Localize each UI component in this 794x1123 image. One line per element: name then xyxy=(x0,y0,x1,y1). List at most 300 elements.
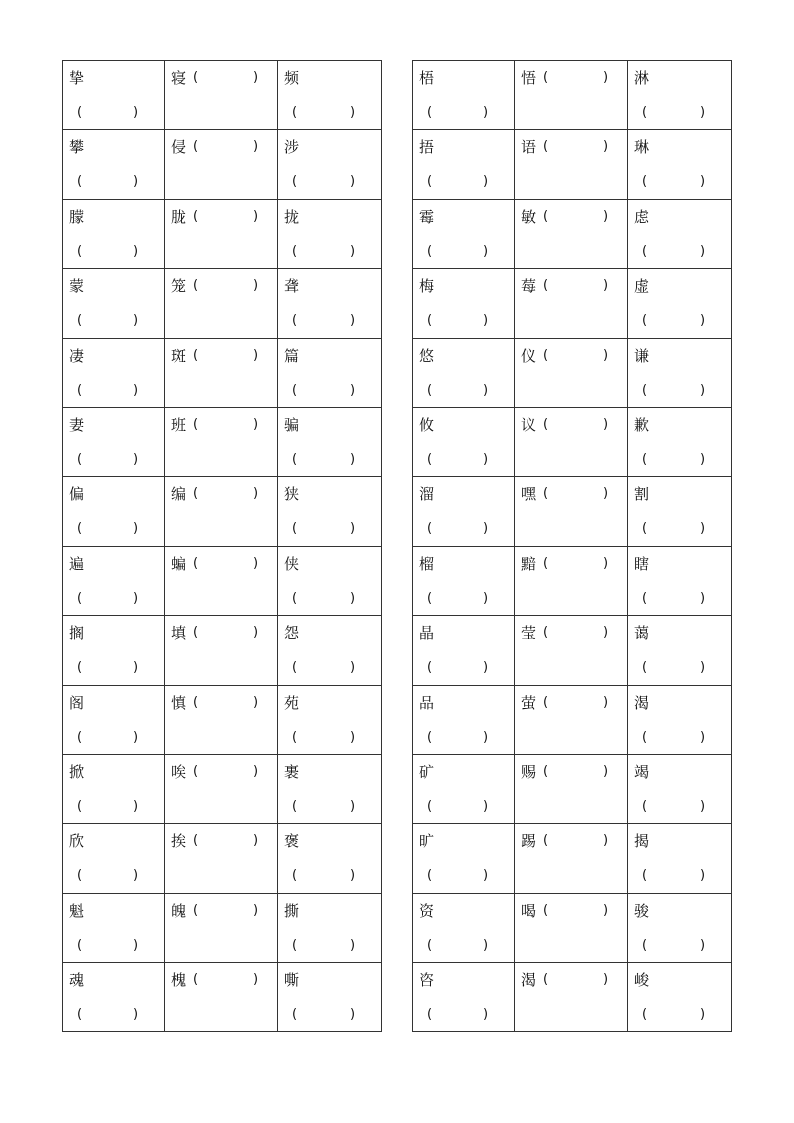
table-row xyxy=(63,546,382,615)
answer-blank-close-paren[interactable]: ) xyxy=(603,416,609,432)
answer-blank-open-paren[interactable]: ( xyxy=(427,105,433,120)
answer-blank-close-paren[interactable]: ) xyxy=(350,382,356,398)
answer-blank-close-paren[interactable]: ) xyxy=(483,937,489,953)
word-cell xyxy=(63,616,165,685)
word-cell xyxy=(515,61,628,130)
word-cell xyxy=(63,546,165,615)
word-cell xyxy=(628,61,732,130)
word-cell xyxy=(278,199,382,268)
character-label: 资 xyxy=(419,901,435,920)
answer-blank-close-paren[interactable]: ) xyxy=(133,660,139,676)
answer-blank-open-paren[interactable]: ( xyxy=(292,382,298,398)
answer-blank-close-paren[interactable]: ) xyxy=(603,278,609,294)
answer-blank-close-paren[interactable]: ) xyxy=(253,416,259,432)
answer-blank-close-paren[interactable]: ) xyxy=(253,902,259,918)
answer-blank-open-paren[interactable]: ( xyxy=(427,798,433,814)
answer-blank-open-paren[interactable]: ( xyxy=(427,660,433,676)
table-row xyxy=(63,269,382,338)
answer-blank-open-paren[interactable]: ( xyxy=(543,278,549,294)
answer-blank-close-paren[interactable]: ) xyxy=(350,1007,356,1023)
answer-blank-close-paren[interactable]: ) xyxy=(603,139,609,155)
answer-blank-close-paren[interactable]: ) xyxy=(700,590,706,606)
word-cell xyxy=(63,824,165,893)
answer-blank-open-paren[interactable]: ( xyxy=(77,451,83,467)
answer-blank-open-paren[interactable]: ( xyxy=(427,1007,433,1023)
word-cell xyxy=(278,893,382,962)
answer-blank-open-paren[interactable]: ( xyxy=(77,729,83,745)
answer-blank-open-paren[interactable]: ( xyxy=(642,660,648,676)
answer-blank-close-paren[interactable]: ) xyxy=(483,660,489,676)
answer-blank-close-paren[interactable]: ) xyxy=(700,451,706,467)
character-label: 淋 xyxy=(634,69,650,87)
answer-blank-open-paren[interactable]: ( xyxy=(427,729,433,745)
answer-blank-open-paren[interactable]: ( xyxy=(193,416,199,432)
answer-blank-close-paren[interactable]: ) xyxy=(253,763,259,779)
answer-blank-close-paren[interactable]: ) xyxy=(603,555,609,571)
answer-blank-close-paren[interactable]: ) xyxy=(603,694,609,710)
word-cell xyxy=(515,824,628,893)
answer-blank-open-paren[interactable]: ( xyxy=(292,1007,298,1023)
table-row xyxy=(413,824,732,893)
word-cell xyxy=(413,269,515,338)
character-label: 攸 xyxy=(419,415,435,434)
answer-blank-close-paren[interactable]: ) xyxy=(133,451,139,467)
character-label: 编 xyxy=(171,485,187,504)
character-label: 裹 xyxy=(284,762,300,781)
word-cell xyxy=(165,754,278,823)
answer-blank-open-paren[interactable]: ( xyxy=(193,555,199,571)
answer-blank-close-paren[interactable]: ) xyxy=(133,174,139,190)
character-label: 聋 xyxy=(284,277,300,296)
answer-blank-close-paren[interactable]: ) xyxy=(483,729,489,745)
answer-blank-close-paren[interactable]: ) xyxy=(253,208,259,224)
answer-blank-open-paren[interactable]: ( xyxy=(292,798,298,814)
word-cell xyxy=(165,130,278,199)
answer-blank-close-paren[interactable]: ) xyxy=(350,521,356,537)
answer-blank-open-paren[interactable]: ( xyxy=(642,174,648,190)
word-cell xyxy=(628,477,732,546)
answer-blank-close-paren[interactable]: ) xyxy=(700,660,706,676)
answer-blank-close-paren[interactable]: ) xyxy=(700,937,706,953)
word-cell xyxy=(628,963,732,1032)
answer-blank-close-paren[interactable]: ) xyxy=(483,382,489,398)
answer-blank-close-paren[interactable]: ) xyxy=(350,313,356,329)
answer-blank-open-paren[interactable]: ( xyxy=(77,521,83,537)
word-cell xyxy=(63,963,165,1032)
answer-blank-close-paren[interactable]: ) xyxy=(483,451,489,467)
answer-blank-close-paren[interactable]: ) xyxy=(603,347,609,363)
answer-blank-open-paren[interactable]: ( xyxy=(543,902,549,918)
character-label: 矿 xyxy=(419,762,435,781)
answer-blank-open-paren[interactable]: ( xyxy=(193,486,199,502)
answer-blank-open-paren[interactable]: ( xyxy=(292,521,298,537)
answer-blank-close-paren[interactable]: ) xyxy=(133,313,139,329)
answer-blank-open-paren[interactable]: ( xyxy=(77,590,83,606)
word-cell xyxy=(165,546,278,615)
answer-blank-close-paren[interactable]: ) xyxy=(350,451,356,467)
character-label: 琳 xyxy=(634,138,650,157)
answer-blank-open-paren[interactable]: ( xyxy=(193,278,199,294)
word-cell xyxy=(278,616,382,685)
character-label: 褒 xyxy=(284,832,300,851)
character-label: 旷 xyxy=(419,832,435,851)
answer-blank-close-paren[interactable]: ) xyxy=(133,382,139,398)
character-label: 魁 xyxy=(69,901,85,920)
word-cell xyxy=(413,130,515,199)
word-cell xyxy=(63,130,165,199)
word-cell xyxy=(515,546,628,615)
character-label: 莹 xyxy=(521,624,537,643)
word-cell xyxy=(515,407,628,476)
answer-blank-open-paren[interactable]: ( xyxy=(642,1007,648,1023)
answer-blank-close-paren[interactable]: ) xyxy=(603,70,609,85)
answer-blank-open-paren[interactable]: ( xyxy=(642,313,648,329)
word-cell xyxy=(63,893,165,962)
answer-blank-close-paren[interactable]: ) xyxy=(350,660,356,676)
answer-blank-open-paren[interactable]: ( xyxy=(642,521,648,537)
answer-blank-close-paren[interactable]: ) xyxy=(483,105,489,120)
table-row xyxy=(63,477,382,546)
answer-blank-open-paren[interactable]: ( xyxy=(193,139,199,155)
answer-blank-open-paren[interactable]: ( xyxy=(77,174,83,190)
answer-blank-close-paren[interactable]: ) xyxy=(700,105,706,120)
table-row xyxy=(413,754,732,823)
answer-blank-close-paren[interactable]: ) xyxy=(253,972,259,988)
answer-blank-open-paren[interactable]: ( xyxy=(543,416,549,432)
answer-blank-open-paren[interactable]: ( xyxy=(543,833,549,849)
word-cell xyxy=(413,407,515,476)
word-cell xyxy=(63,685,165,754)
answer-blank-open-paren[interactable]: ( xyxy=(77,313,83,329)
word-cell xyxy=(413,61,515,130)
answer-blank-close-paren[interactable]: ) xyxy=(133,521,139,537)
word-cell xyxy=(165,616,278,685)
answer-blank-close-paren[interactable]: ) xyxy=(350,590,356,606)
answer-blank-close-paren[interactable]: ) xyxy=(350,243,356,259)
answer-blank-close-paren[interactable]: ) xyxy=(700,729,706,745)
answer-blank-open-paren[interactable]: ( xyxy=(427,590,433,606)
table-row xyxy=(413,685,732,754)
answer-blank-close-paren[interactable]: ) xyxy=(253,625,259,641)
answer-blank-open-paren[interactable]: ( xyxy=(292,729,298,745)
word-cell xyxy=(63,754,165,823)
character-label: 篇 xyxy=(284,346,300,365)
answer-blank-close-paren[interactable]: ) xyxy=(483,868,489,884)
answer-blank-close-paren[interactable]: ) xyxy=(700,243,706,259)
character-label: 朦 xyxy=(69,207,85,226)
left-worksheet-table xyxy=(62,60,382,1032)
answer-blank-close-paren[interactable]: ) xyxy=(350,105,356,120)
character-label: 笼 xyxy=(171,277,187,296)
character-label: 晶 xyxy=(419,624,435,643)
answer-blank-open-paren[interactable]: ( xyxy=(642,937,648,953)
table-row xyxy=(63,61,382,130)
character-label: 阁 xyxy=(69,693,85,712)
character-label: 欣 xyxy=(69,832,85,851)
table-row xyxy=(63,893,382,962)
word-cell xyxy=(413,893,515,962)
word-cell xyxy=(278,269,382,338)
answer-blank-close-paren[interactable]: ) xyxy=(350,174,356,190)
answer-blank-open-paren[interactable]: ( xyxy=(427,451,433,467)
word-cell xyxy=(628,546,732,615)
word-cell xyxy=(628,685,732,754)
word-cell xyxy=(628,824,732,893)
character-label: 赐 xyxy=(521,762,537,781)
answer-blank-open-paren[interactable]: ( xyxy=(77,105,83,120)
answer-blank-open-paren[interactable]: ( xyxy=(292,243,298,259)
answer-blank-open-paren[interactable]: ( xyxy=(543,625,549,641)
answer-blank-close-paren[interactable]: ) xyxy=(483,313,489,329)
answer-blank-open-paren[interactable]: ( xyxy=(543,555,549,571)
answer-blank-open-paren[interactable]: ( xyxy=(427,382,433,398)
character-label: 黯 xyxy=(521,554,537,573)
answer-blank-open-paren[interactable]: ( xyxy=(427,313,433,329)
word-cell xyxy=(278,685,382,754)
word-cell xyxy=(278,546,382,615)
word-cell xyxy=(515,893,628,962)
answer-blank-close-paren[interactable]: ) xyxy=(253,486,259,502)
table-row xyxy=(413,269,732,338)
answer-blank-open-paren[interactable]: ( xyxy=(193,694,199,710)
character-label: 苑 xyxy=(284,693,300,712)
answer-blank-close-paren[interactable]: ) xyxy=(133,590,139,606)
answer-blank-open-paren[interactable]: ( xyxy=(292,313,298,329)
answer-blank-close-paren[interactable]: ) xyxy=(700,868,706,884)
answer-blank-open-paren[interactable]: ( xyxy=(427,937,433,953)
answer-blank-open-paren[interactable]: ( xyxy=(193,70,199,85)
answer-blank-open-paren[interactable]: ( xyxy=(427,174,433,190)
answer-blank-open-paren[interactable]: ( xyxy=(543,139,549,155)
answer-blank-open-paren[interactable]: ( xyxy=(292,868,298,884)
answer-blank-open-paren[interactable]: ( xyxy=(292,590,298,606)
answer-blank-open-paren[interactable]: ( xyxy=(193,902,199,918)
answer-blank-open-paren[interactable]: ( xyxy=(642,243,648,259)
answer-blank-close-paren[interactable]: ) xyxy=(483,798,489,814)
answer-blank-open-paren[interactable]: ( xyxy=(193,208,199,224)
word-cell xyxy=(515,130,628,199)
character-label: 撕 xyxy=(284,901,300,920)
character-label: 嘶 xyxy=(284,971,300,990)
character-label: 魂 xyxy=(69,971,85,990)
answer-blank-close-paren[interactable]: ) xyxy=(700,313,706,329)
character-label: 填 xyxy=(171,624,187,643)
word-cell xyxy=(413,616,515,685)
answer-blank-close-paren[interactable]: ) xyxy=(350,729,356,745)
character-label: 慎 xyxy=(171,693,187,712)
character-label: 侠 xyxy=(284,554,300,573)
answer-blank-close-paren[interactable]: ) xyxy=(603,625,609,641)
answer-blank-open-paren[interactable]: ( xyxy=(427,243,433,259)
character-label: 攀 xyxy=(69,138,85,157)
word-cell xyxy=(165,963,278,1032)
character-label: 魄 xyxy=(171,901,187,920)
answer-blank-open-paren[interactable]: ( xyxy=(77,937,83,953)
answer-blank-close-paren[interactable]: ) xyxy=(603,902,609,918)
answer-blank-close-paren[interactable]: ) xyxy=(603,833,609,849)
answer-blank-open-paren[interactable]: ( xyxy=(642,868,648,884)
answer-blank-close-paren[interactable]: ) xyxy=(700,798,706,814)
answer-blank-open-paren[interactable]: ( xyxy=(292,105,298,120)
answer-blank-close-paren[interactable]: ) xyxy=(133,243,139,259)
answer-blank-close-paren[interactable]: ) xyxy=(350,798,356,814)
answer-blank-open-paren[interactable]: ( xyxy=(543,70,549,85)
answer-blank-close-paren[interactable]: ) xyxy=(253,278,259,294)
character-label: 榴 xyxy=(419,554,435,573)
word-cell xyxy=(165,685,278,754)
word-cell xyxy=(165,477,278,546)
character-label: 喝 xyxy=(521,901,537,920)
word-cell xyxy=(515,199,628,268)
answer-blank-open-paren[interactable]: ( xyxy=(292,937,298,953)
answer-blank-open-paren[interactable]: ( xyxy=(77,660,83,676)
word-cell xyxy=(628,130,732,199)
table-row xyxy=(413,407,732,476)
answer-blank-close-paren[interactable]: ) xyxy=(253,139,259,155)
answer-blank-open-paren[interactable]: ( xyxy=(642,798,648,814)
character-label: 斑 xyxy=(171,346,187,365)
word-cell xyxy=(413,199,515,268)
answer-blank-close-paren[interactable]: ) xyxy=(253,347,259,363)
answer-blank-open-paren[interactable]: ( xyxy=(193,763,199,779)
character-label: 拢 xyxy=(284,207,300,226)
character-label: 频 xyxy=(284,69,300,87)
answer-blank-close-paren[interactable]: ) xyxy=(483,521,489,537)
table-row xyxy=(63,616,382,685)
answer-blank-open-paren[interactable]: ( xyxy=(642,105,648,120)
table-row xyxy=(413,130,732,199)
answer-blank-close-paren[interactable]: ) xyxy=(603,972,609,988)
answer-blank-close-paren[interactable]: ) xyxy=(603,208,609,224)
answer-blank-open-paren[interactable]: ( xyxy=(427,868,433,884)
character-label: 竭 xyxy=(634,762,650,781)
character-label: 偏 xyxy=(69,485,85,504)
answer-blank-open-paren[interactable]: ( xyxy=(543,208,549,224)
answer-blank-close-paren[interactable]: ) xyxy=(603,486,609,502)
answer-blank-close-paren[interactable]: ) xyxy=(350,868,356,884)
answer-blank-open-paren[interactable]: ( xyxy=(193,833,199,849)
word-cell xyxy=(413,754,515,823)
character-label: 蔼 xyxy=(634,624,650,643)
character-label: 悠 xyxy=(419,346,435,365)
answer-blank-open-paren[interactable]: ( xyxy=(543,486,549,502)
answer-blank-open-paren[interactable]: ( xyxy=(427,521,433,537)
answer-blank-open-paren[interactable]: ( xyxy=(543,763,549,779)
answer-blank-open-paren[interactable]: ( xyxy=(543,694,549,710)
answer-blank-close-paren[interactable]: ) xyxy=(603,763,609,779)
answer-blank-open-paren[interactable]: ( xyxy=(642,451,648,467)
character-label: 妻 xyxy=(69,415,85,434)
character-label: 语 xyxy=(521,138,537,157)
answer-blank-close-paren[interactable]: ) xyxy=(700,174,706,190)
character-label: 侵 xyxy=(171,138,187,157)
word-cell xyxy=(278,963,382,1032)
answer-blank-close-paren[interactable]: ) xyxy=(133,798,139,814)
word-cell xyxy=(413,824,515,893)
word-cell xyxy=(413,546,515,615)
character-label: 虑 xyxy=(634,207,650,226)
character-label: 敏 xyxy=(521,207,537,226)
answer-blank-close-paren[interactable]: ) xyxy=(483,590,489,606)
character-label: 寝 xyxy=(171,69,187,87)
answer-blank-close-paren[interactable]: ) xyxy=(133,868,139,884)
table-row xyxy=(63,824,382,893)
answer-blank-close-paren[interactable]: ) xyxy=(350,937,356,953)
answer-blank-close-paren[interactable]: ) xyxy=(133,729,139,745)
answer-blank-open-paren[interactable]: ( xyxy=(642,590,648,606)
right-table-body xyxy=(413,61,732,1032)
character-label: 嘿 xyxy=(521,485,537,504)
character-label: 怨 xyxy=(284,624,300,643)
word-cell xyxy=(165,407,278,476)
answer-blank-open-paren[interactable]: ( xyxy=(292,174,298,190)
answer-blank-close-paren[interactable]: ) xyxy=(133,937,139,953)
answer-blank-close-paren[interactable]: ) xyxy=(700,1007,706,1023)
word-cell xyxy=(515,616,628,685)
table-row xyxy=(413,893,732,962)
answer-blank-close-paren[interactable]: ) xyxy=(253,555,259,571)
answer-blank-open-paren[interactable]: ( xyxy=(543,347,549,363)
answer-blank-close-paren[interactable]: ) xyxy=(253,70,259,85)
word-cell xyxy=(515,477,628,546)
answer-blank-open-paren[interactable]: ( xyxy=(543,972,549,988)
character-label: 虚 xyxy=(634,277,650,296)
character-label: 骏 xyxy=(634,901,650,920)
word-cell xyxy=(413,685,515,754)
answer-blank-close-paren[interactable]: ) xyxy=(483,174,489,190)
word-cell xyxy=(165,893,278,962)
answer-blank-open-paren[interactable]: ( xyxy=(292,451,298,467)
answer-blank-close-paren[interactable]: ) xyxy=(483,243,489,259)
answer-blank-open-paren[interactable]: ( xyxy=(77,382,83,398)
answer-blank-open-paren[interactable]: ( xyxy=(193,347,199,363)
word-cell xyxy=(63,407,165,476)
character-label: 蝙 xyxy=(171,554,187,573)
answer-blank-open-paren[interactable]: ( xyxy=(77,243,83,259)
table-row xyxy=(413,963,732,1032)
character-label: 凄 xyxy=(69,346,85,365)
answer-blank-close-paren[interactable]: ) xyxy=(133,1007,139,1023)
character-label: 涉 xyxy=(284,138,300,157)
answer-blank-open-paren[interactable]: ( xyxy=(642,382,648,398)
answer-blank-open-paren[interactable]: ( xyxy=(193,625,199,641)
character-label: 峻 xyxy=(634,971,650,990)
answer-blank-close-paren[interactable]: ) xyxy=(700,521,706,537)
answer-blank-open-paren[interactable]: ( xyxy=(77,798,83,814)
answer-blank-open-paren[interactable]: ( xyxy=(193,972,199,988)
answer-blank-open-paren[interactable]: ( xyxy=(77,868,83,884)
word-cell xyxy=(278,477,382,546)
word-cell xyxy=(165,824,278,893)
answer-blank-close-paren[interactable]: ) xyxy=(483,1007,489,1023)
character-label: 捂 xyxy=(419,138,435,157)
character-label: 唉 xyxy=(171,762,187,781)
character-label: 瞎 xyxy=(634,554,650,573)
answer-blank-close-paren[interactable]: ) xyxy=(133,105,139,120)
answer-blank-open-paren[interactable]: ( xyxy=(77,1007,83,1023)
word-cell xyxy=(63,477,165,546)
answer-blank-open-paren[interactable]: ( xyxy=(292,660,298,676)
answer-blank-close-paren[interactable]: ) xyxy=(253,694,259,710)
answer-blank-open-paren[interactable]: ( xyxy=(642,729,648,745)
word-cell xyxy=(515,685,628,754)
character-label: 挨 xyxy=(171,832,187,851)
answer-blank-close-paren[interactable]: ) xyxy=(700,382,706,398)
word-cell xyxy=(278,61,382,130)
answer-blank-close-paren[interactable]: ) xyxy=(253,833,259,849)
character-label: 班 xyxy=(171,415,187,434)
character-label: 歉 xyxy=(634,415,650,434)
